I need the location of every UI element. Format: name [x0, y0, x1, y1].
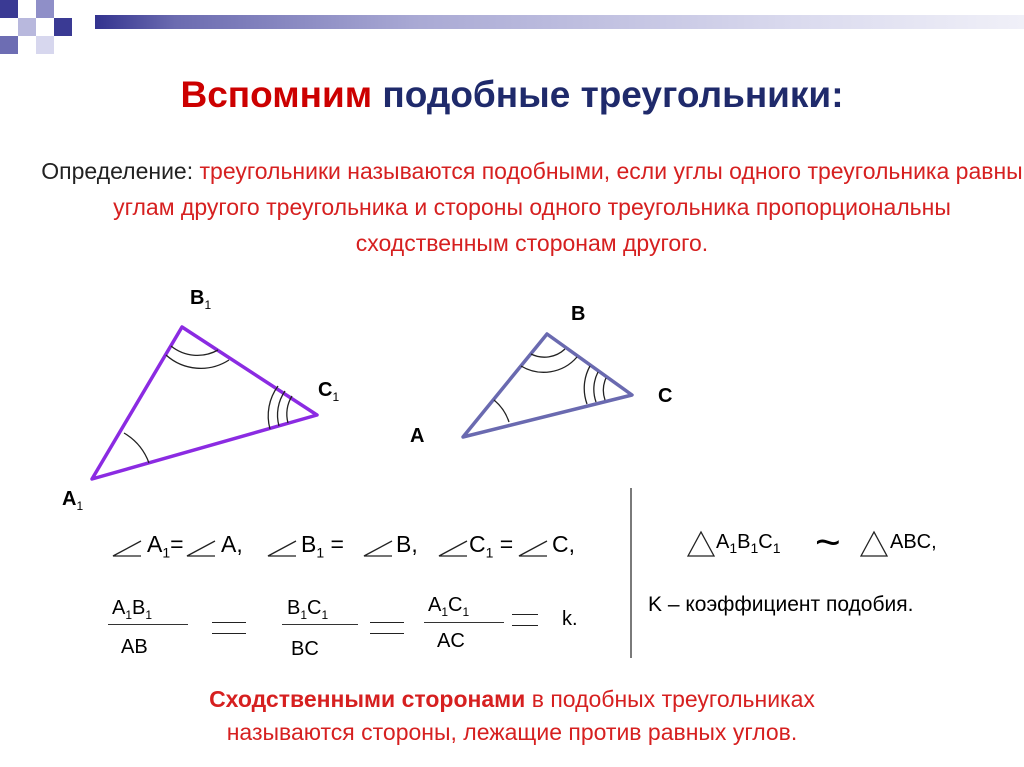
angle-arc-c1 — [268, 386, 278, 429]
definition-text: треугольники называются подобными, если углы одного треугольника равны углам другого треугольника и стороны одного треугольника пропорциональны сходственным сторонам другого. — [113, 158, 1023, 256]
angle-icon — [364, 541, 392, 556]
title-colon: : — [831, 74, 844, 115]
coefficient-text: K – коэффициент подобия. — [648, 593, 914, 616]
ratio1-denominator: AB — [121, 636, 148, 658]
vertex-label-a: A — [410, 425, 425, 447]
angle-equality-a: $A_1=$ — [147, 531, 184, 561]
note-text-2: называются стороны, лежащие против равных углов. — [226, 719, 798, 745]
similarity-left: $A_1B_1C_1$ — [716, 531, 781, 556]
angle-equality-b2: B, — [396, 531, 418, 557]
triangle1-shape — [92, 327, 317, 479]
angle-icon — [519, 541, 547, 556]
angle-arc-b — [521, 357, 577, 372]
angle-equality-b: $B_1$ = — [301, 531, 344, 561]
vertex-label-b1: $B_1$ — [190, 287, 212, 312]
note-text-1: в подобных треугольниках — [531, 686, 815, 712]
angle-arc-b — [531, 349, 565, 357]
note-term: Сходственными сторонами — [209, 686, 526, 712]
ratio2-bar — [282, 624, 358, 625]
angle-equality-c2: C, — [552, 531, 575, 557]
vertex-label-c1: $C_1$ — [318, 379, 340, 404]
triangle-icon — [861, 532, 887, 556]
title-text: подобные треугольники — [382, 74, 832, 115]
ratio-k: k. — [562, 608, 578, 630]
equals-sign — [212, 622, 246, 634]
definition-label: Определение: — [41, 158, 194, 184]
vertex-label-a1: $A_1$ — [62, 488, 84, 513]
title-highlight: Вспомним — [180, 74, 373, 115]
triangle-a1b1c1 — [92, 327, 317, 479]
angle-arc-c — [584, 366, 590, 404]
ratio3-numerator: $A_1C_1$ — [428, 594, 470, 619]
angle-icon — [113, 541, 141, 556]
similarity-symbol: ~ — [815, 518, 841, 567]
ratio3-bar — [424, 622, 504, 623]
angle-arc-c — [594, 372, 598, 402]
triangle-abc — [463, 334, 632, 437]
angle-arc-c — [603, 378, 606, 400]
angle-icon — [268, 541, 296, 556]
ratio2-denominator: BC — [291, 638, 319, 660]
angle-arc-c1 — [278, 391, 285, 426]
vertex-label-b: B — [571, 303, 586, 325]
angle-arc-a — [494, 400, 509, 422]
angle-arc-b1 — [166, 355, 229, 368]
triangle2-shape — [463, 334, 632, 437]
angle-arc-a1 — [124, 433, 149, 463]
angle-icon — [187, 541, 215, 556]
corresponding-sides-note — [0, 683, 1024, 749]
angle-equality-c: $C_1$ = — [469, 531, 514, 561]
angle-equality-a2: A, — [221, 531, 243, 557]
equals-sign — [370, 622, 404, 634]
angle-icon — [439, 541, 467, 556]
ratio2-numerator: $B_1C_1$ — [287, 597, 329, 622]
ratio1-bar — [108, 624, 188, 625]
triangle-icon — [688, 532, 714, 556]
vertex-label-c: C — [658, 385, 673, 407]
ratio3-denominator: AC — [437, 630, 465, 652]
equals-sign — [512, 614, 538, 626]
similarity-right: ABC, — [890, 531, 937, 553]
ratio1-numerator: $A_1B_1$ — [112, 597, 153, 622]
